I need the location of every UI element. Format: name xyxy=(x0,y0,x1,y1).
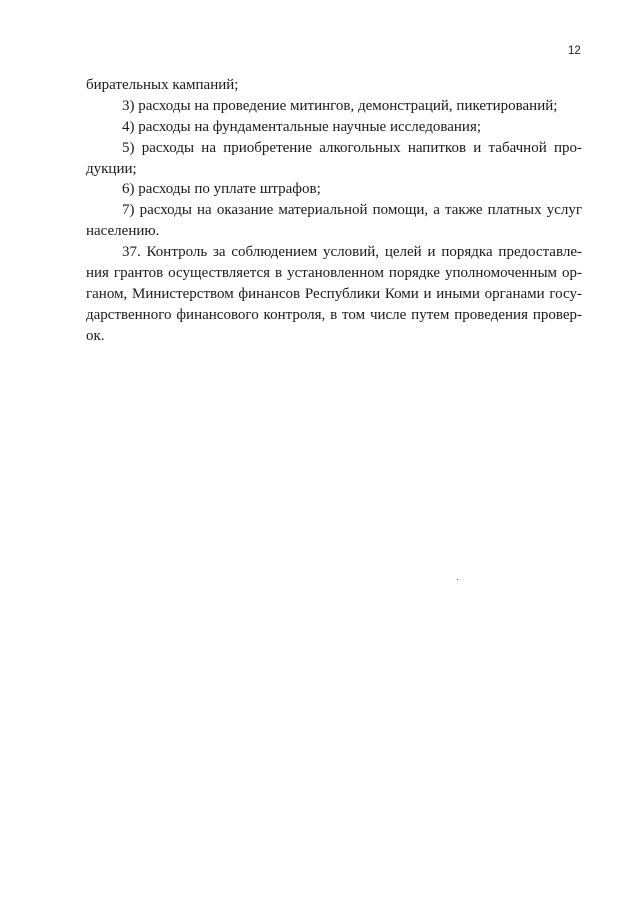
list-item-7: 7) расходы на оказание материальной помощи, а также платных услуг xyxy=(122,202,582,219)
paragraph-37-line-3: ганом, Министерством финансов Республики Коми и иными органами госу- xyxy=(86,285,582,302)
scan-speck xyxy=(457,579,458,580)
list-item-5: 5) расходы на приобретение алкогольных напитков и табачной про- xyxy=(122,139,582,156)
list-item-3: 3) расходы на проведение митингов, демонстраций, пикетирований; xyxy=(122,97,558,114)
list-item-6: 6) расходы по уплате штрафов; xyxy=(122,181,321,198)
paragraph-37-line-4: дарственного финансового контроля, в том числе путем проведения провер- xyxy=(86,306,582,323)
page-number: 12 xyxy=(568,45,581,57)
text-line: бирательных кампаний; xyxy=(86,77,239,93)
list-item-5-continuation: дукции; xyxy=(86,160,137,177)
paragraph-37-line-1: 37. Контроль за соблюдением условий, целей и порядка предоставле- xyxy=(122,244,582,261)
document-body xyxy=(86,75,582,347)
paragraph-37-line-5: ок. xyxy=(86,327,105,344)
list-item-7-continuation: населению. xyxy=(86,223,160,240)
paragraph-37-line-2: ния грантов осуществляется в установленном порядке уполномоченным ор- xyxy=(86,265,582,282)
list-item-4: 4) расходы на фундаментальные научные исследования; xyxy=(122,118,482,135)
